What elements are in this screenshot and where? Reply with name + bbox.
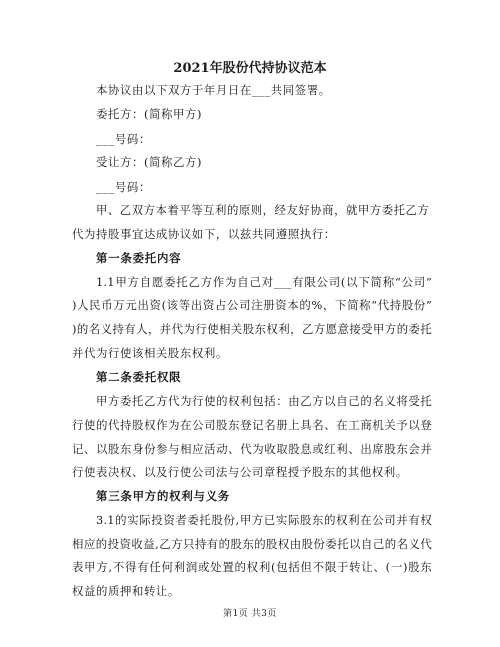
page-number: 第1页 共3页 xyxy=(223,609,277,619)
paragraph-line: 行使的代持股权作为在公司股东登记名册上具名、在工商机关予以登 xyxy=(72,418,432,432)
section-heading: 第二条委托权限 xyxy=(96,370,182,384)
paragraph-line: )人民币万元出资(该等出资占公司注册资本的%，下简称“代持股份” xyxy=(72,298,432,312)
paragraph-line: 表甲方,不得有任何利润或处置的权利(包括但不限于转让、(一)股东 xyxy=(72,560,432,574)
section-heading: 第三条甲方的权利与义务 xyxy=(96,489,231,503)
paragraph-line: 甲、乙双方本着平等互利的原则，经友好协商，就甲方委托乙方 xyxy=(96,203,429,217)
paragraph-line: ___号码： xyxy=(96,132,151,146)
document-title: 2021年股份代持协议范本 xyxy=(173,61,327,76)
paragraph-line: 委托方：(简称甲方) xyxy=(96,107,203,121)
paragraph-line: 本协议由以下双方于年月日在___共同签署。 xyxy=(96,83,331,97)
paragraph-line: 记、以股东身份参与相应活动、代为收取股息或红利、出席股东会并 xyxy=(72,442,432,456)
section-heading: 第一条委托内容 xyxy=(96,251,182,265)
paragraph-line: 行使表决权、以及行使公司法与公司章程授予股东的其他权利。 xyxy=(72,465,408,479)
paragraph-line: 1.1甲方自愿委托乙方作为自己对___有限公司(以下简称“公司” xyxy=(96,275,432,289)
paragraph-line: 甲方委托乙方代为行使的权利包括：由乙方以自己的名义将受托 xyxy=(96,394,432,408)
paragraph-line: )的名义持有人，并代为行使相关股东权利，乙方愿意接受甲方的委托 xyxy=(72,322,432,336)
paragraph-line: 受让方：(简称乙方) xyxy=(96,155,203,169)
paragraph-line: ___号码： xyxy=(96,180,151,194)
paragraph-line: 并代为行使该相关股东权利。 xyxy=(72,346,228,360)
paragraph-line: 3.1的实际投资者委托股份,甲方已实际股东的权利在公司并有权 xyxy=(96,513,432,527)
paragraph-line: 相应的投资收益,乙方只持有的股东的股权由股份委托以自己的名义代 xyxy=(72,537,432,551)
paragraph-line: 权益的质押和转让。 xyxy=(72,584,180,598)
paragraph-line: 代为持股事宜达成协议如下，以兹共同遵照执行： xyxy=(72,227,336,241)
